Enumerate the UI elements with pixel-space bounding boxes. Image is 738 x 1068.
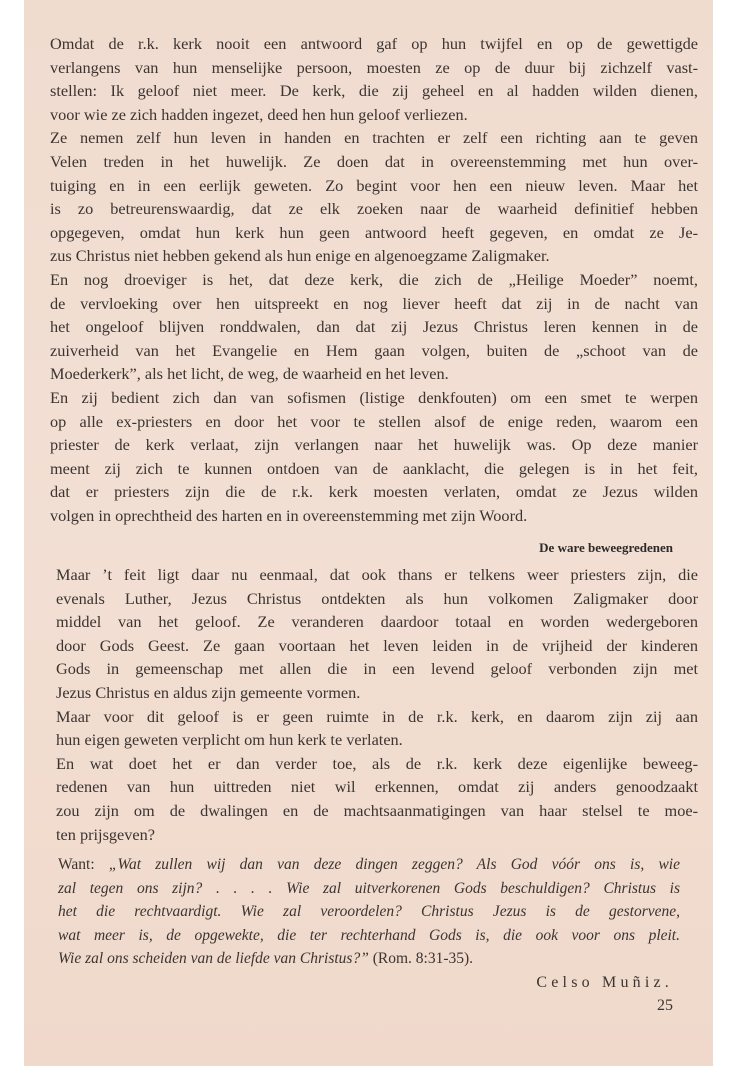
text-line: En zij bedient zich dan van sofismen (listige denkfouten) om een smet te werpen bbox=[50, 387, 698, 407]
text-line: Ze nemen zelf hun leven in handen en trachten er zelf een richting aan te geven bbox=[50, 128, 698, 148]
section-body-1 bbox=[50, 32, 698, 527]
text-line: volgen in oprechtheid des harten en in overeenstemming met zijn Woord. bbox=[50, 505, 528, 525]
text-line: ten prijsgeven? bbox=[56, 824, 156, 844]
scripture-reference: (Rom. 8:31-35). bbox=[368, 950, 474, 968]
section-heading: De ware beweegredenen bbox=[539, 540, 673, 555]
text-line: door Gods Geest. Ze gaan voortaan het leven leiden in de vrijheid der kinderen bbox=[56, 635, 698, 655]
quote-line: het die rechtvaardigt. Wie zal veroordelen? Christus Jezus is de gestorvene, bbox=[58, 903, 680, 921]
text-line: de vervloeking over hen uitspreekt en nog liever heeft dat zij in de nacht van bbox=[50, 293, 698, 313]
text-line: Maar voor dit geloof is er geen ruimte in de r.k. kerk, en daarom zijn zij aan bbox=[56, 706, 698, 726]
text-line: stellen: Ik geloof niet meer. De kerk, die zij geheel en al hadden wilden dienen, bbox=[50, 81, 698, 101]
quote-text: „Wat zullen wij dan van deze dingen zeggen? Als God vóór ons is, wie bbox=[108, 856, 680, 873]
quote-line: zal tegen ons zijn? . . . . Wie zal uitverkorenen Gods beschuldigen? Christus is bbox=[58, 879, 680, 897]
book-page bbox=[24, 0, 713, 1066]
text-line: Velen treden in het huwelijk. Ze doen dat in overeenstemming met hun over- bbox=[50, 151, 698, 171]
text-line: Gods in gemeenschap met allen die in een levend geloof verbonden zijn met bbox=[56, 659, 698, 679]
text-line: zou zijn om de dwalingen en de machtsaanmatigingen van haar stelsel te moe- bbox=[56, 800, 698, 820]
text-line: zuiverheid van het Evangelie en Hem gaan volgen, buiten de „schoot van de bbox=[50, 340, 698, 360]
quote-line bbox=[58, 947, 680, 971]
text-line: zus Christus niet hebben gekend als hun enige en algenoegzame Zaligmaker. bbox=[50, 246, 550, 266]
text-line: voor wie ze zich hadden ingezet, deed hen hun geloof verliezen. bbox=[50, 104, 468, 124]
text-line: op alle ex-priesters en door het voor te stellen alsof de enige reden, waarom een bbox=[50, 411, 698, 431]
scripture-quote bbox=[58, 853, 680, 971]
text-line: opgegeven, omdat hun kerk hun geen antwoord heeft gegeven, en omdat ze Je- bbox=[50, 222, 698, 242]
text-line: Maar ’t feit ligt daar nu eenmaal, dat ook thans er telkens weer priesters zijn, die bbox=[56, 565, 698, 584]
author-signature: Celso Muñiz. bbox=[536, 974, 673, 991]
page-number: 25 bbox=[657, 997, 673, 1014]
text-line: En nog droeviger is het, dat deze kerk, die zich de „Heilige Moeder” noemt, bbox=[50, 269, 698, 289]
text-line: het ongeloof blijven ronddwalen, dan dat zij Jezus Christus leren kennen in de bbox=[50, 317, 698, 337]
quote-line bbox=[58, 853, 680, 877]
text-line: tuiging en in een eerlijk geweten. Zo begint voor hen een nieuw leven. Maar het bbox=[50, 175, 698, 195]
text-line: verlangens van hun menselijke persoon, moesten ze op de duur bij zichzelf vast- bbox=[50, 57, 698, 77]
text-line: meent zij zich te kunnen ontdoen van de aanklacht, die gelegen is in het feit, bbox=[50, 458, 698, 478]
text-line: Omdat de r.k. kerk nooit een antwoord gaf op hun twijfel en op de gewettigde bbox=[50, 34, 698, 53]
text-line: is zo betreurenswaardig, dat ze elk zoeken naar de waarheid definitief hebben bbox=[50, 199, 698, 219]
quote-line: wat meer is, de opgewekte, die ter rechterhand Gods is, die ook voor ons pleit. bbox=[58, 926, 680, 944]
text-line: redenen van hun uittreden niet wil erkennen, omdat zij anders genoodzaakt bbox=[56, 777, 698, 797]
quote-lead: Want: bbox=[58, 856, 109, 873]
quote-text: Wie zal ons scheiden van de liefde van Christus?” bbox=[58, 950, 369, 968]
text-line: evenals Luther, Jezus Christus ontdekten als hun volkomen Zaligmaker door bbox=[56, 588, 698, 608]
text-line: priester de kerk verlaat, zijn verlangen naar het huwelijk was. Op deze manier bbox=[50, 435, 698, 455]
text-line: Jezus Christus en aldus zijn gemeente vormen. bbox=[56, 682, 361, 702]
text-line: En wat doet het er dan verder toe, als de r.k. kerk deze eigenlijke beweeg- bbox=[56, 753, 698, 773]
section-body-2 bbox=[56, 563, 698, 846]
text-line: middel van het geloof. Ze veranderen daardoor totaal en worden wedergeboren bbox=[56, 612, 698, 632]
text-line: hun eigen geweten verplicht om hun kerk te verlaten. bbox=[56, 730, 403, 750]
text-line: Moederkerk”, als het licht, de weg, de waarheid en het leven. bbox=[50, 364, 449, 384]
text-line: dat er priesters zijn die de r.k. kerk moesten verlaten, omdat ze Jezus wilden bbox=[50, 482, 698, 502]
